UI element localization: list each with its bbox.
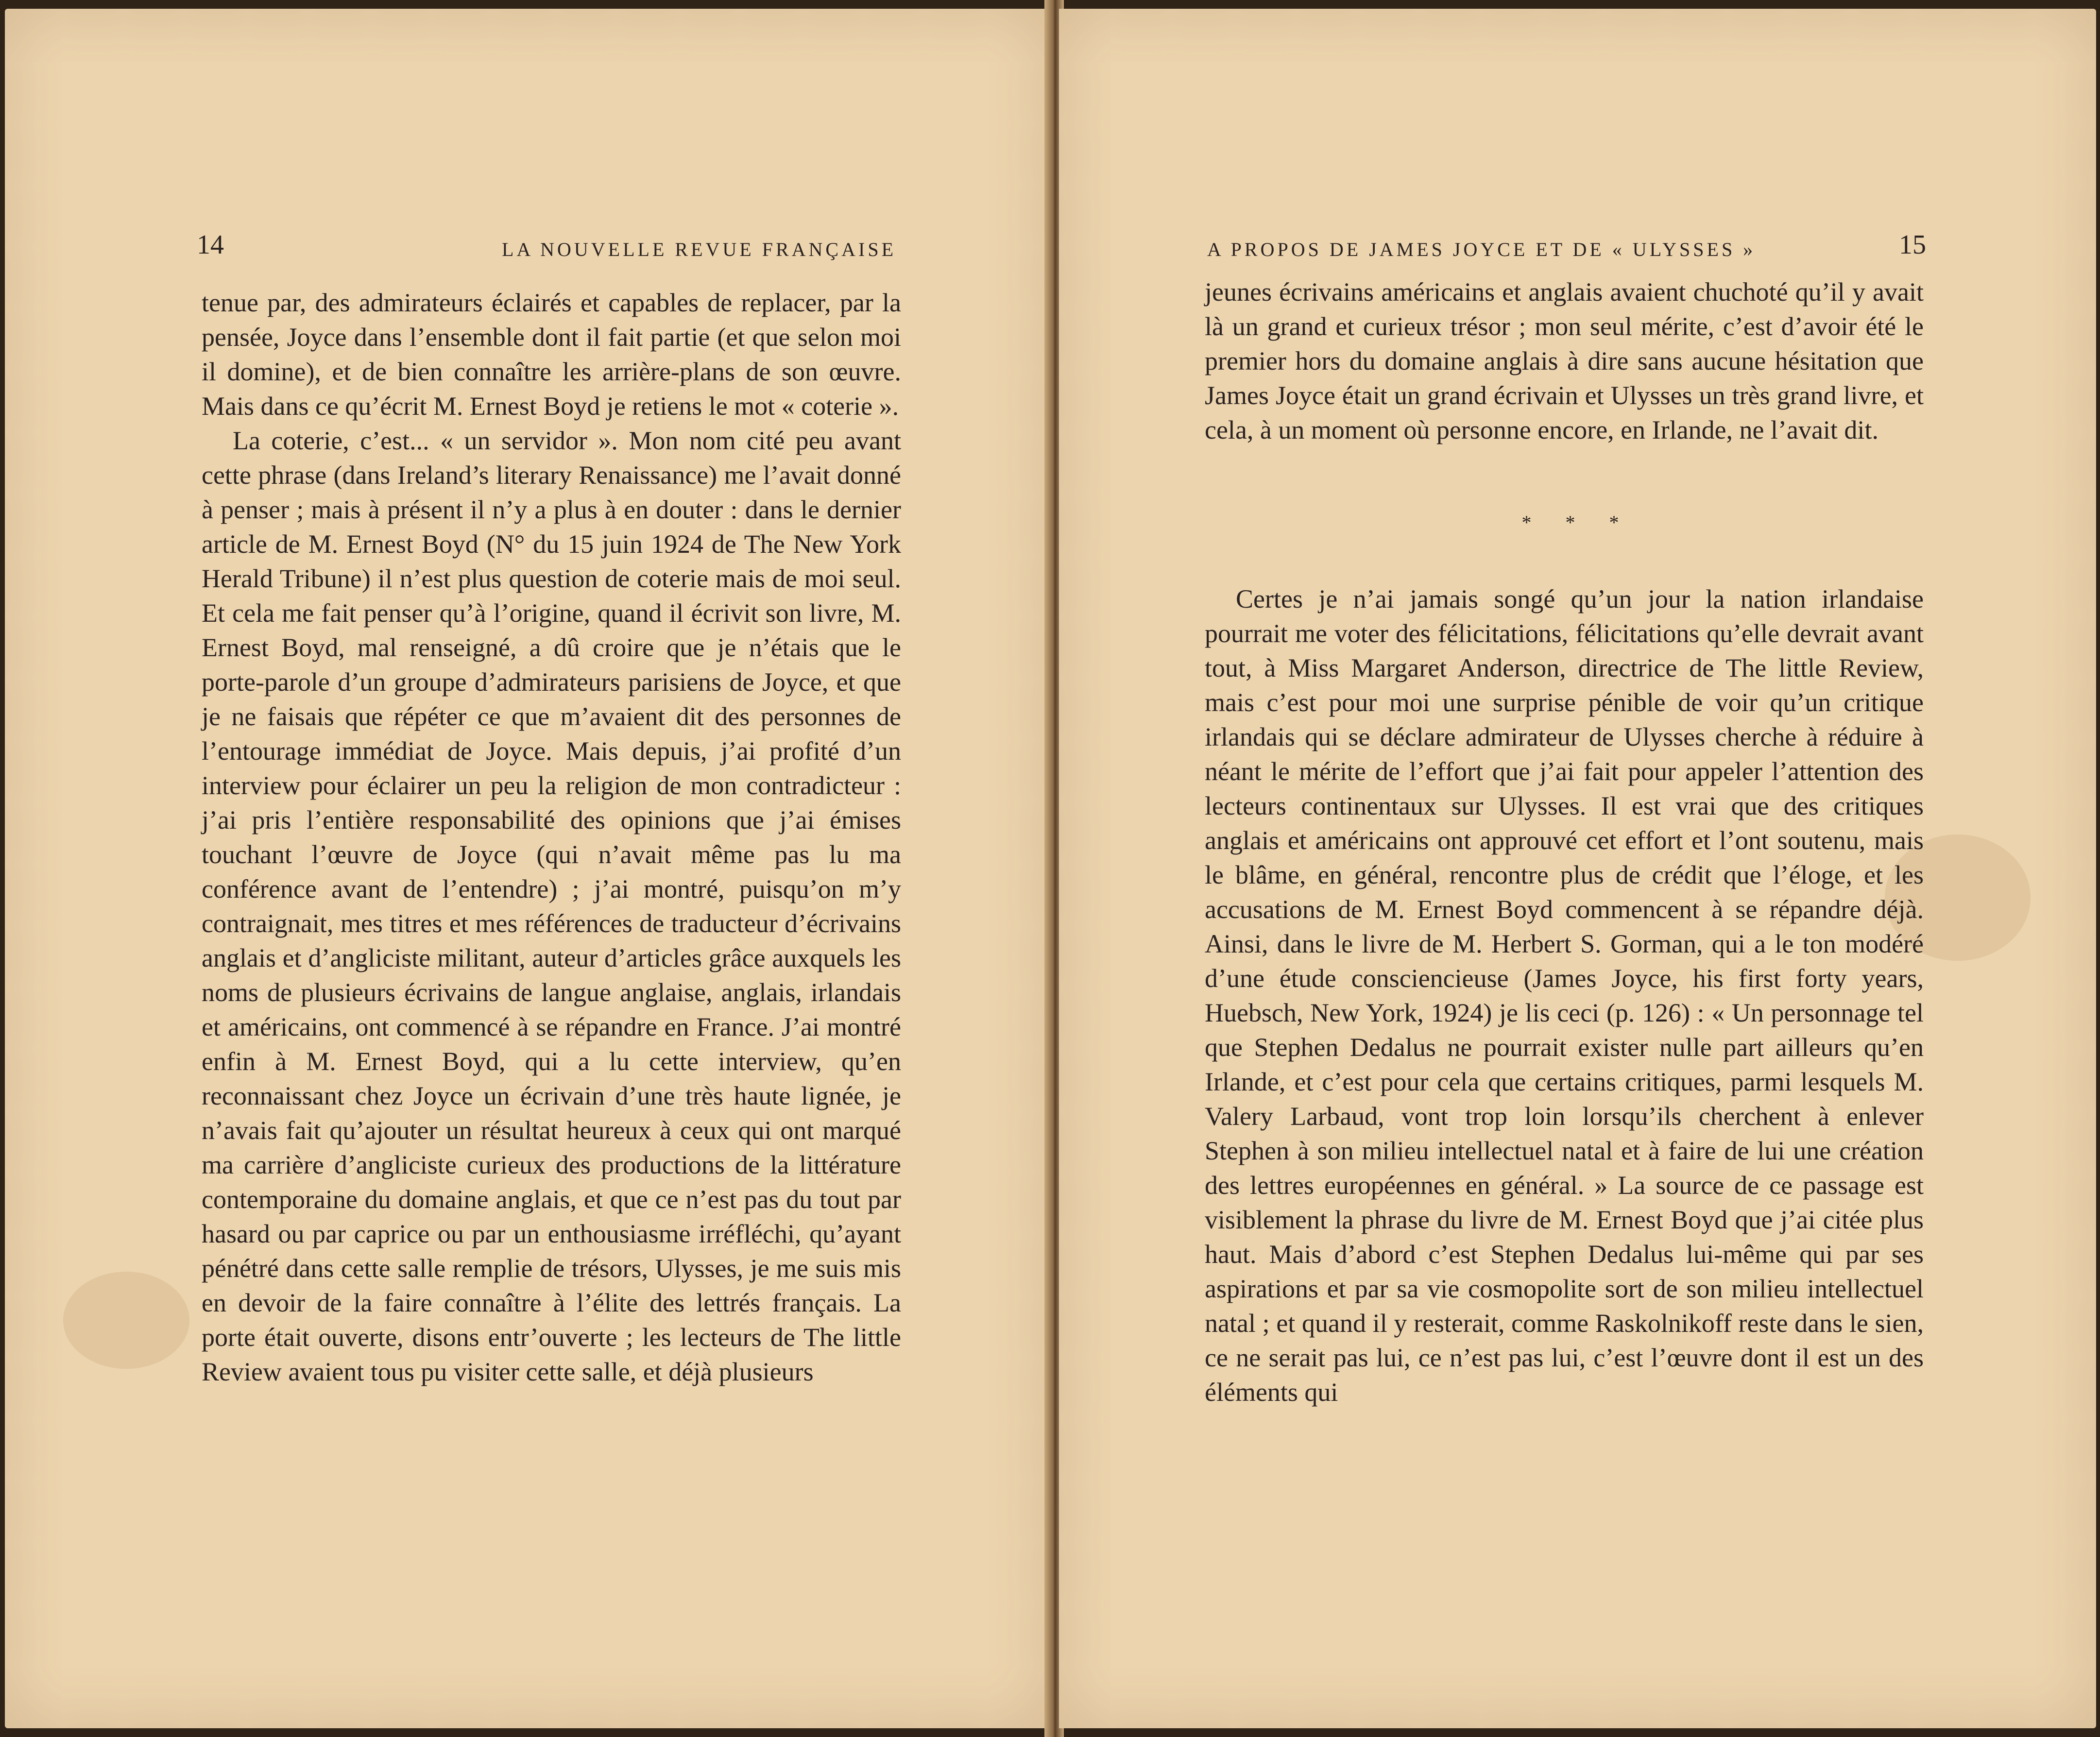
running-head: A PROPOS DE JAMES JOYCE ET DE « ULYSSES » bbox=[1207, 238, 1756, 260]
page-number: 14 bbox=[197, 230, 224, 260]
right-page-header bbox=[1207, 232, 1926, 271]
right-page-body bbox=[1205, 275, 1924, 447]
page-number: 15 bbox=[1899, 230, 1926, 260]
right-page-body-continued bbox=[1205, 582, 1924, 1410]
paragraph: La coterie, c’est... « un servidor ». Mon nom cité peu avant cette phrase (dans Ireland’s literary Renaissance) me l’avait donné à penser ; mais à présent il n’y a plus à en douter : dans le dernier article de M. Ernest Boyd (N° du 15 juin 1924 de The New York Herald Tribune) il n’est plus question de coterie mais de moi seul. Et cela me fait penser qu’à l’origine, quand il écrivit son livre, M. Ernest Boyd, mal renseigné, a dû croire que je n’étais que le porte-parole d’un groupe d’admirateurs parisiens de Joyce, et que je ne faisais que répéter ce que m’avaient dit des personnes de l’entourage immédiat de Joyce. Mais depuis, j’ai profité d’un interview pour éclairer un peu la religion de mon contradicteur : j’ai pris l’entière responsabilité des opinions que j’ai émises touchant l’œuvre de Joyce (qui n’avait même pas lu ma conférence avant de l’entendre) ; j’ai montré, puisqu’on m’y contraignait, mes titres et mes références de traducteur d’écrivains anglais et d’angliciste militant, auteur d’articles grâce auxquels les noms de plusieurs écrivains de langue anglaise, anglais, irlandais et américains, ont commencé à se répandre en France. J’ai montré enfin à M. Ernest Boyd, qui a lu cette interview, qu’en reconnaissant chez Joyce un écrivain d’une très haute lignée, je n’avais fait qu’ajouter un résultat heureux à ceux qui ont marqué ma carrière d’angliciste curieux des productions de la littérature contemporaine du domaine anglais, et que ce n’est pas du tout par hasard ou par caprice ou par un enthousiasme irréfléchi, qu’ayant pénétré dans cette salle remplie de trésors, Ulysses, je me suis mis en devoir de la faire connaître à l’élite des lettrés français. La porte était ouverte, disons entr’ouverte ; les lecteurs de The little Review avaient tous pu visiter cette salle, et déjà plusieurs bbox=[202, 426, 901, 1386]
paragraph: jeunes écrivains américains et anglais avaient chuchoté qu’il y avait là un grand et curieux trésor ; mon seul mérite, c’est d’avoir été le premier hors du domaine anglais à dire sans aucune hésitation que James Joyce était un grand écrivain et Ulysses un très grand livre, et cela, à un moment où personne encore, en Irlande, ne l’avait dit. bbox=[1205, 277, 1924, 444]
section-asterism bbox=[1059, 511, 2096, 533]
right-page bbox=[1059, 9, 2096, 1728]
running-head: LA NOUVELLE REVUE FRANÇAISE bbox=[502, 238, 896, 260]
left-page-body bbox=[202, 286, 901, 1389]
paragraph: tenue par, des admirateurs éclairés et capables de replacer, par la pensée, Joyce dans l’ensemble dont il fait partie (et que selon moi il domine), et de bien connaître les arrière-plans de son œuvre. Mais dans ce qu’écrit M. Ernest Boyd je retiens le mot « coterie ». bbox=[202, 288, 901, 421]
left-page bbox=[5, 9, 1049, 1728]
paragraph: Certes je n’ai jamais songé qu’un jour la nation irlandaise pourrait me voter des félicitations, félicitations qu’elle devrait avant tout, à Miss Margaret Anderson, directrice de The little Review, mais c’est pour moi une surprise pénible de voir qu’un critique irlandais qui se déclare admirateur de Ulysses cherche à réduire à néant le mérite de l’effort que j’ai fait pour appeler l’attention des lecteurs continentaux sur Ulysses. Il est vrai que des critiques anglais et américains ont approuvé cet effort et l’ont soutenu, mais le blâme, en général, rencontre plus de crédit que l’éloge, et les accusations de M. Ernest Boyd commencent à se répandre déjà. Ainsi, dans le livre de M. Herbert S. Gorman, qui a le ton modéré d’une étude consciencieuse (James Joyce, his first forty years, Huebsch, New York, 1924) je lis ceci (p. 126) : « Un personnage tel que Stephen Dedalus ne pourrait exister nulle part ailleurs qu’en Irlande, et c’est pour cela que certains critiques, parmi lesquels M. Valery Larbaud, vont trop loin lorsqu’ils cherchent à enlever Stephen à son milieu intellectuel natal et à faire de lui une création des lettres européennes en général. » La source de ce passage est visiblement la phrase du livre de M. Ernest Boyd que j’ai citée plus haut. Mais d’abord c’est Stephen Dedalus lui-même qui par ses aspirations et par sa vie cosmopolite sort de son milieu intellectuel natal ; et quand il y resterait, comme Raskolnikoff reste dans le sien, ce ne serait pas lui, ce n’est pas lui, c’est l’œuvre dont il est un des éléments qui bbox=[1205, 584, 1924, 1407]
asterism-text: * * * bbox=[1521, 511, 1634, 533]
left-page-header bbox=[197, 232, 896, 271]
